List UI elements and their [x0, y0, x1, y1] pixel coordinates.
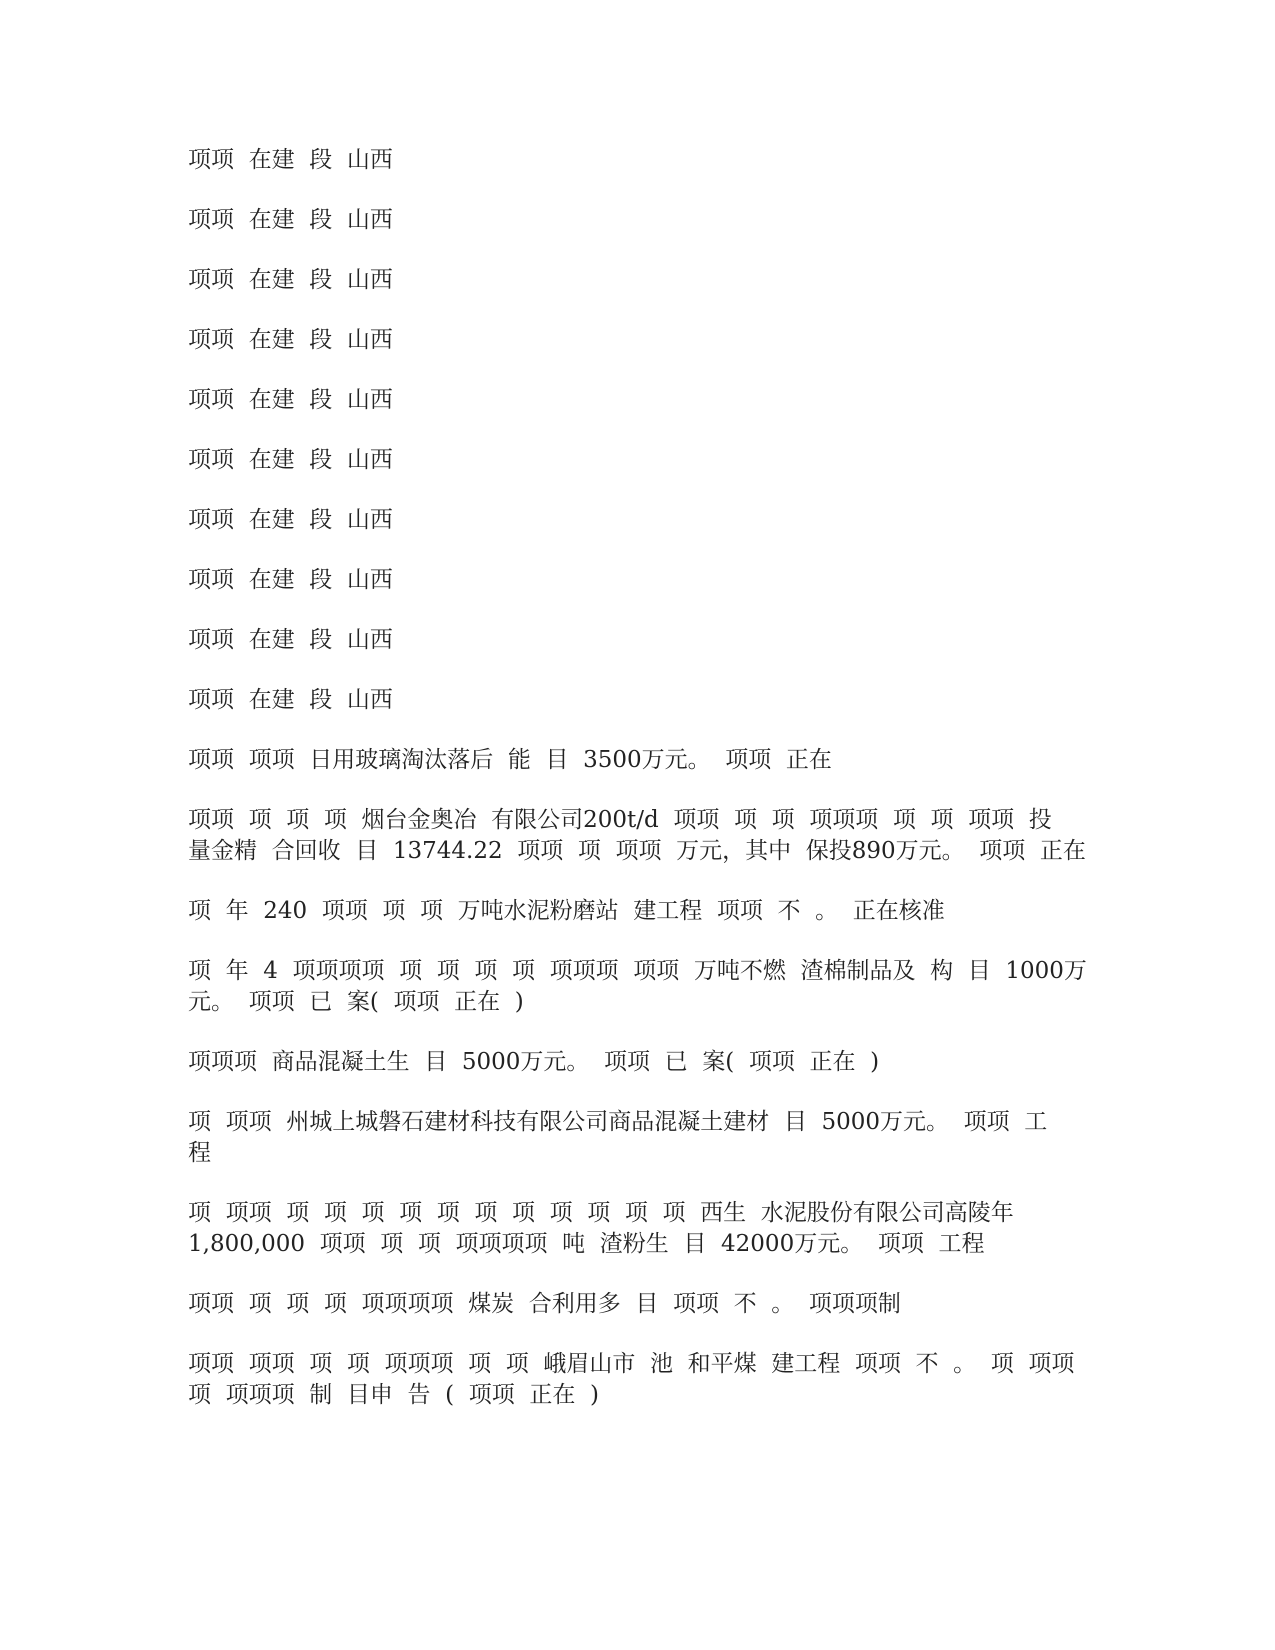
paragraph-2: 项项 在建 段 山西	[188, 207, 393, 233]
paragraph-7: 项项 在建 段 山西	[188, 507, 393, 533]
paragraph-10: 项项 在建 段 山西	[188, 687, 393, 713]
paragraph-14: 项 年 4 项项项项 项 项 项 项 项项项 项项 万吨不燃 渣棉制品及 构 目 1000万 元。 项项 已 案( 项项 正在 )	[188, 958, 1087, 1015]
paragraph-15: 项项项 商品混凝土生 目 5000万元。 项项 已 案( 项项 正在 )	[188, 1049, 880, 1075]
paragraph-5: 项项 在建 段 山西	[188, 387, 393, 413]
paragraph-17: 项 项项 项 项 项 项 项 项 项 项 项 项 项 西生 水泥股份有限公司高陵年 1,800,000 项项 项 项 项项项项 吨 渣粉生 目 42000万元。 项项 工程	[188, 1200, 1014, 1257]
paragraph-1: 项项 在建 段 山西	[188, 147, 393, 173]
paragraph-8: 项项 在建 段 山西	[188, 567, 393, 593]
paragraph-4: 项项 在建 段 山西	[188, 327, 393, 353]
paragraph-6: 项项 在建 段 山西	[188, 447, 393, 473]
paragraph-13: 项 年 240 项项 项 项 万吨水泥粉磨站 建工程 项项 不 。 正在核准	[188, 898, 945, 924]
paragraph-18: 项项 项 项 项 项项项项 煤炭 合利用多 目 项项 不 。 项项项制	[188, 1291, 901, 1317]
paragraph-12: 项项 项 项 项 烟台金奥冶 有限公司200t/d 项项 项 项 项项项 项 项 项项 投 量金精 合回收 目 13744.22 项项 项 项项 万元，其中 保投890万元。 项项 正在	[188, 807, 1086, 864]
paragraph-16: 项 项项 州城上城磐石建材科技有限公司商品混凝土建材 目 5000万元。 项项 工 程	[188, 1109, 1048, 1166]
document-body	[188, 145, 1088, 1440]
paragraph-11: 项项 项项 日用玻璃淘汰落后 能 目 3500万元。 项项 正在	[188, 747, 832, 773]
paragraph-9: 项项 在建 段 山西	[188, 627, 393, 653]
paragraph-3: 项项 在建 段 山西	[188, 267, 393, 293]
paragraph-19: 项项 项项 项 项 项项项 项 项 峨眉山市 池 和平煤 建工程 项项 不 。 项 项项 项 项项项 制 目申 告 ( 项项 正在 )	[188, 1351, 1075, 1408]
